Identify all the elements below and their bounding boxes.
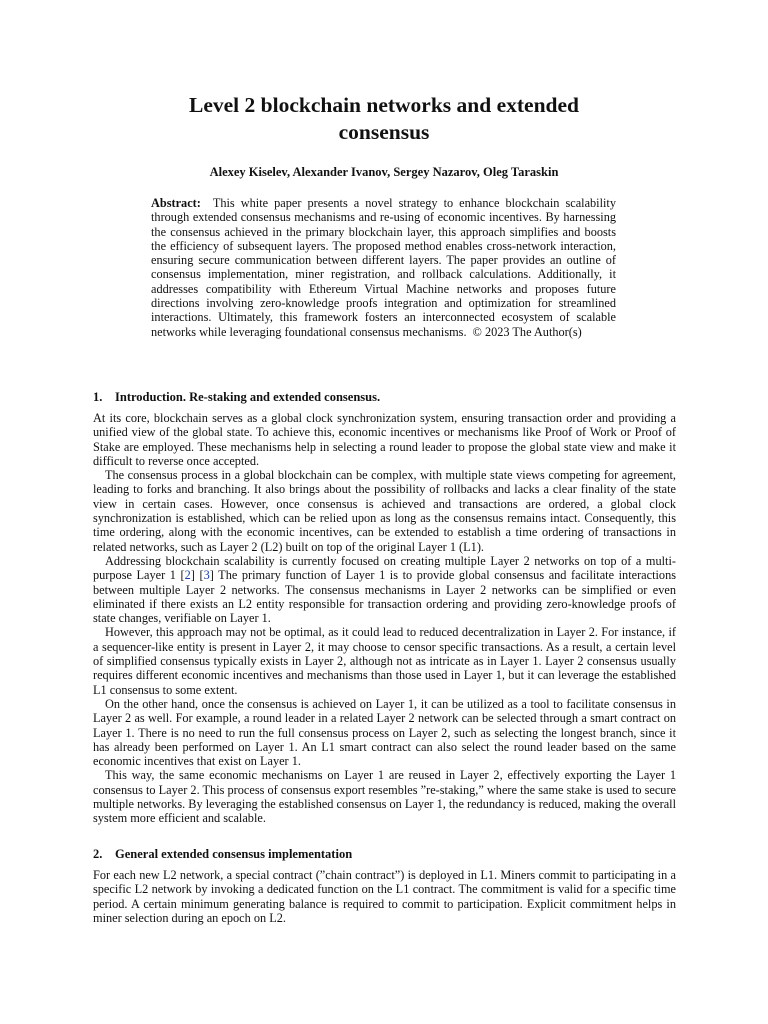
section-2-heading — [93, 847, 676, 862]
section-1-paragraph-1: At its core, blockchain serves as a global clock synchronization system, ensuring transaction order and providing a unified view of the global state. To achieve this, economic incentives or mechanisms like Proof of Work or Proof of Stake are employed. These mechanisms help in selecting a round leader to propose the global state view and make it difficult to reverse once accepted. — [93, 411, 676, 468]
section-2-paragraph-1: For each new L2 network, a special contract (”chain contract”) is deployed in L1. Miners commit to participating in a specific L2 network by invoking a dedicated function on the L1 contract. The commitment is valid for a specific time period. A certain minimum generating balance is required to commit to participation. Explicit commitment helps in miner selection during an epoch on L2. — [93, 868, 676, 925]
section-1-paragraph-6: This way, the same economic mechanisms on Layer 1 are reused in Layer 2, effectively exporting the Layer 1 consensus to Layer 2. This process of consensus export resembles ”re-staking,” where the same stake is used to secure multiple networks. By leveraging the established consensus on Layer 1, the redundancy is reduced, making the overall system more efficient and scalable. — [93, 768, 676, 826]
title-line-2: consensus — [338, 120, 430, 144]
section-1-heading — [93, 390, 676, 405]
author-list: Alexey Kiselev, Alexander Ivanov, Sergey Nazarov, Oleg Taraskin — [209, 165, 559, 179]
section-2-body — [93, 868, 676, 925]
abstract-text: This white paper presents a novel strategy to enhance blockchain scalability through extended consensus mechanisms and re-using of economic incentives. By harnessing the consensus achieved in the primary blockchain layer, this approach simplifies and boosts the efficiency of subsequent layers. The proposed method enables cross-network interaction, ensuring secure communication between different layers. The paper provides an outline of consensus implementation, miner registration, and rollback calculations. Additionally, it addresses compatibility with Ethereum Virtual Machine networks and proposes future directions involving zero-knowledge proofs integration and optimization for streamlined interactions. Ultimately, this framework fosters an interconnected ecosystem of scalable networks while leveraging foundational consensus mechanisms. — [151, 196, 616, 339]
abstract-label: Abstract: — [151, 196, 201, 210]
section-1-title: Introduction. Re-staking and extended consensus. — [115, 390, 381, 404]
section-1-paragraph-3 — [93, 554, 676, 625]
paragraph-3-text-mid: ] [ — [190, 568, 204, 583]
citation-link-2[interactable]: 2 — [184, 568, 191, 583]
section-1-paragraph-4: However, this approach may not be optimal, as it could lead to reduced decentralization in Layer 2. For instance, if a sequencer-like entity is present in Layer 2, it may choose to censor specific transactions. As a result, a certain level of simplified consensus typically exists in Layer 2, although not as intricate as in Layer 1. Layer 2 consensus usually requires different economic incentives and mechanisms than those used in Layer 1, but it can leverage the established L1 consensus to some extent. — [93, 625, 676, 697]
section-2-number: 2. — [93, 847, 103, 861]
paragraph-3-text-start: Addressing blockchain scalability is currently focused on creating multiple Layer 2 networks on top of a multi-purpose Layer 1 [ — [93, 553, 676, 583]
section-2-title: General extended consensus implementation — [115, 847, 353, 861]
title-line-1: Level 2 blockchain networks and extended — [188, 93, 579, 117]
section-1-paragraph-5: On the other hand, once the consensus is achieved on Layer 1, it can be utilized as a tool to facilitate consensus in Layer 2 as well. For example, a round leader in a related Layer 2 network can be selected through a smart contract on Layer 1. There is no need to run the full consensus process on Layer 2, such as selecting the longest branch, since it has already been performed on Layer 1. An L1 smart contract can also select the round leader based on the same economic incentives that exist on Layer 1. — [93, 696, 676, 769]
section-1-paragraph-2: The consensus process in a global blockchain can be complex, with multiple state views competing for agreement, leading to forks and branching. It also brings about the possibility of rollbacks and lacks a clear finality of the state view in certain cases. However, once consensus is achieved and transactions are ordered, a global clock synchronization is established, which can be relied upon as long as the consensus remains intact. Consequently, this time ordering, along with the economic incentives, can be extended to establish a time ordering of transactions in related networks, such as Layer 2 (L2) built on top of the original Layer 1 (L1). — [93, 468, 676, 554]
copyright-notice: © 2023 The Author(s) — [472, 324, 582, 339]
abstract — [151, 196, 616, 339]
paragraph-3-text-end: ] The primary function of Layer 1 is to provide global consensus and facilitate interactions between multiple Layer 2 networks. The consensus mechanisms in Layer 2 networks can be simplified or even eliminated if there exists an L2 entity responsible for transaction ordering and providing zero-knowledge proofs of state changes, verifiable on Layer 1. — [93, 568, 676, 626]
section-1-number: 1. — [93, 390, 103, 404]
paper-title — [120, 92, 648, 146]
citation-link-3[interactable]: 3 — [203, 568, 210, 583]
section-1-body — [93, 411, 676, 826]
